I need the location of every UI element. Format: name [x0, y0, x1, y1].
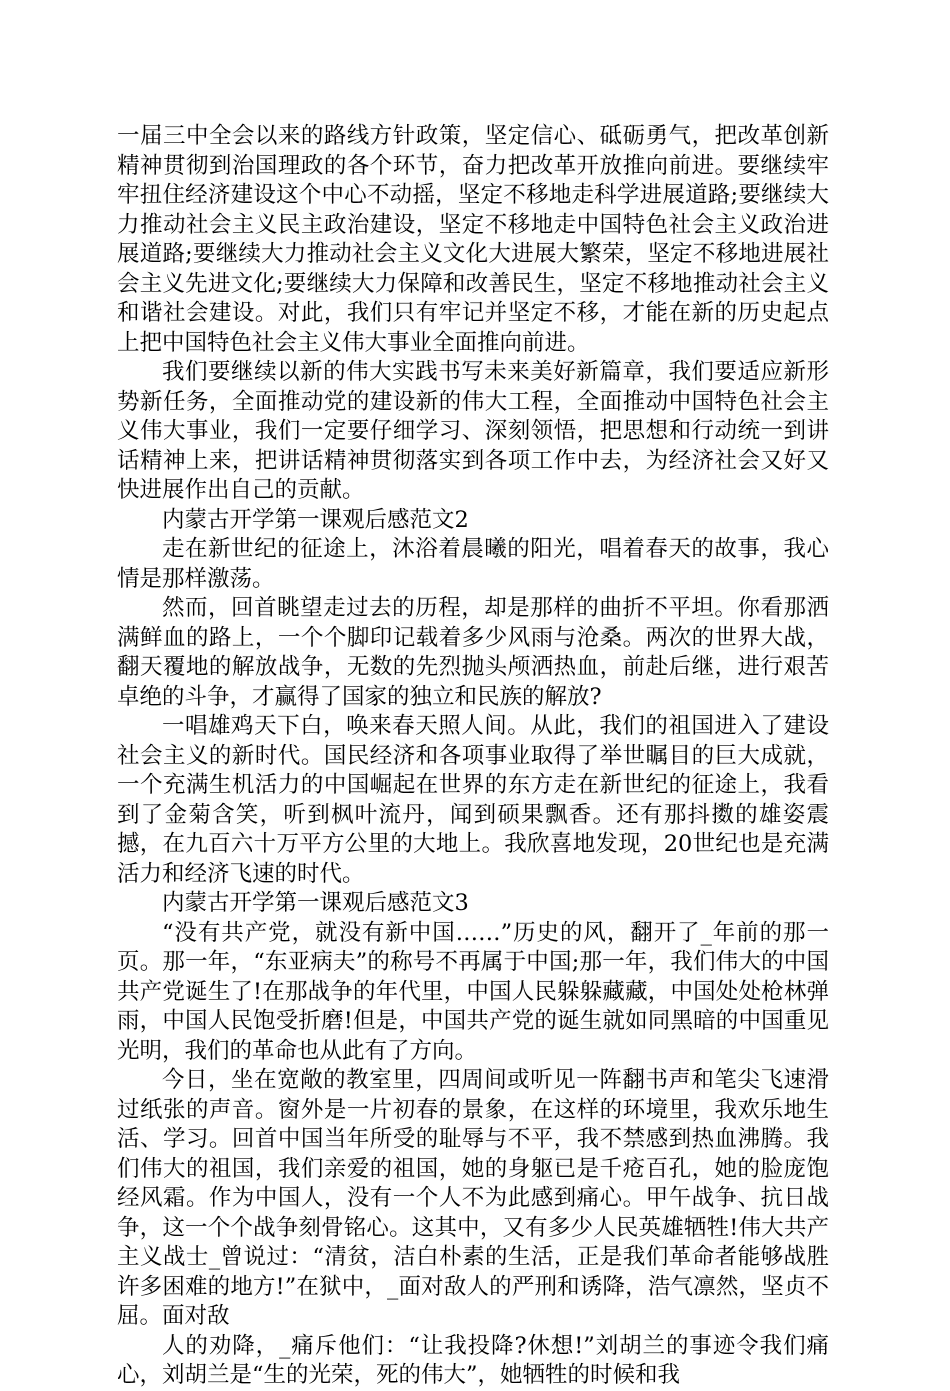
paragraph-5: 一唱雄鸡天下白，唤来春天照人间。从此，我们的祖国进入了建设社会主义的新时代。国民经济和各项事业取得了举世瞩目的巨大成就，一个充满生机活力的中国崛起在世界的东方走在新世纪的征途上，我看到了金菊含笑，听到枫叶流丹，闻到硕果飘香。还有那抖擞的雄姿震撼，在九百六十万平方公里的大地上。我欣喜地发现，20世纪也是充满活力和经济飞速的时代。 [117, 713, 829, 887]
paragraph-2: 我们要继续以新的伟大实践书写未来美好新篇章，我们要适应新形势新任务，全面推动党的建设新的伟大工程，全面推动中国特色社会主义伟大事业，我们一定要仔细学习、深刻领悟，把思想和行动统一到讲话精神上来，把讲话精神贯彻落实到各项工作中去，为经济社会又好又快进展作出自己的贡献。 [117, 359, 829, 503]
paragraph-8: 人的劝降，_痛斥他们：“让我投降?休想!”刘胡兰的事迹令我们痛心，刘胡兰是“生的光荣，死的伟大”，她牺牲的时候和我 [117, 1332, 829, 1388]
paragraph-1: 一届三中全会以来的路线方针政策，坚定信心、砥砺勇气，把改革创新精神贯彻到治国理政的各个环节，奋力把改革开放推向前进。要继续牢牢扭住经济建设这个中心不动摇，坚定不移地走科学进展道路;要继续大力推动社会主义民主政治建设，坚定不移地走中国特色社会主义政治进展道路;要继续大力推动社会主义文化大进展大繁荣，坚定不移地进展社会主义先进文化;要继续大力保障和改善民生，坚定不移地推动社会主义和谐社会建设。对此，我们只有牢记并坚定不移，才能在新的历史起点上把中国特色社会主义伟大事业全面推向前进。 [117, 123, 829, 356]
document-body [117, 122, 829, 1391]
paragraph-4: 然而，回首眺望走过去的历程，却是那样的曲折不平坦。你看那洒满鲜血的路上，一个个脚印记载着多少风雨与沧桑。两次的世界大战，翻天覆地的解放战争，无数的先烈抛头颅洒热血，前赴后继，进行艰苦卓绝的斗争，才赢得了国家的独立和民族的解放? [117, 595, 829, 710]
section-heading-2: 内蒙古开学第一课观后感范文2 [162, 506, 469, 533]
paragraph-7: 今日，坐在宽敞的教室里，四周间或听见一阵翻书声和笔尖飞速滑过纸张的声音。窗外是一片初春的景象，在这样的环境里，我欢乐地生活、学习。回首中国当年所受的耻辱与不平，我不禁感到热血沸腾。我们伟大的祖国，我们亲爱的祖国，她的身躯已是千疮百孔，她的脸庞饱经风霜。作为中国人，没有一个人不为此感到痛心。甲午战争、抗日战争，这一个个战争刻骨铭心。这其中，又有多少人民英雄牺牲!伟大共产主义战士_曾说过：“清贫，洁白朴素的生活，正是我们革命者能够战胜许多困难的地方!”在狱中，_面对敌人的严刑和诱降，浩气凛然，坚贞不屈。面对敌 [117, 1067, 829, 1329]
section-heading-3: 内蒙古开学第一课观后感范文3 [162, 890, 469, 916]
paragraph-6: “没有共产党，就没有新中国……”历史的风，翻开了_年前的那一页。那一年，“东亚病夫”的称号不再属于中国;那一年，我们伟大的中国共产党诞生了!在那战争的年代里，中国人民躲躲藏藏，中国处处枪林弹雨，中国人民饱受折磨!但是，中国共产党的诞生就如同黑暗的中国重见光明，我们的革命也从此有了方向。 [117, 919, 829, 1064]
paragraph-3: 走在新世纪的征途上，沐浴着晨曦的阳光，唱着春天的故事，我心情是那样激荡。 [117, 536, 829, 592]
